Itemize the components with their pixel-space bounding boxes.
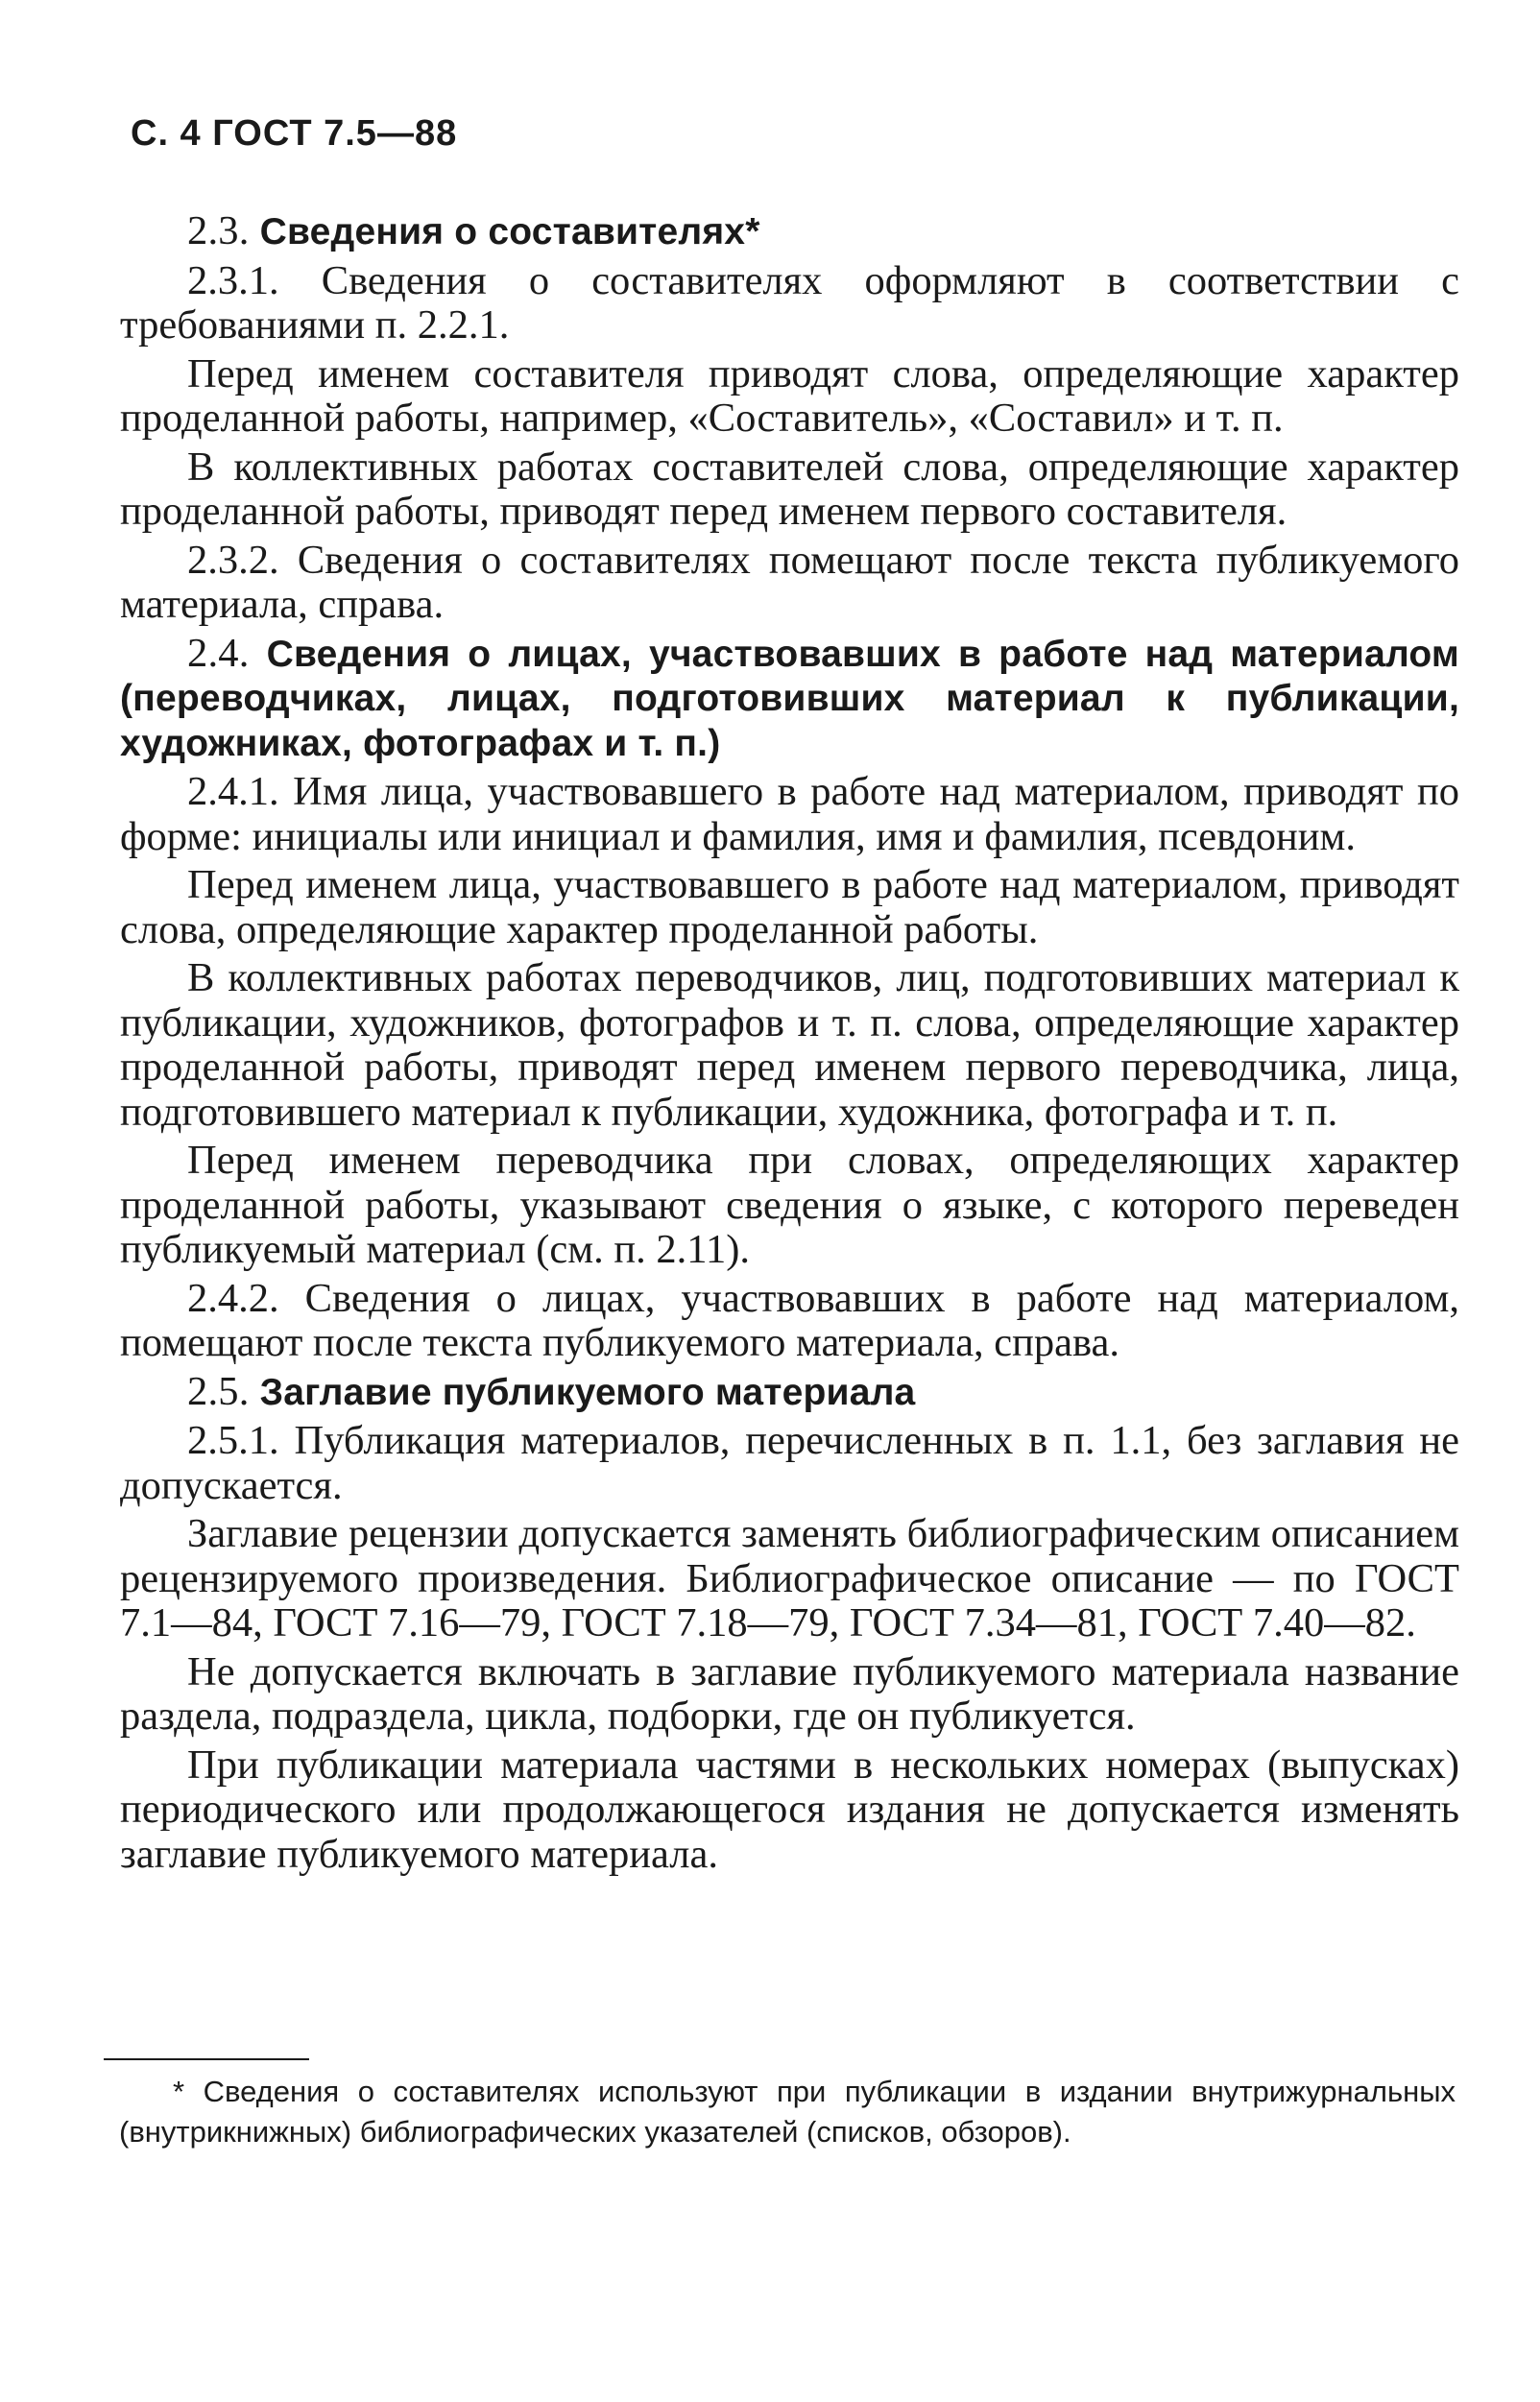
paragraph-2-4-1: 2.4.1. Имя лица, участвовавшего в работе над материалом, приводят по форме: инициалы или инициал и фамилия, имя и фамилия, псевдоним. xyxy=(120,769,1459,859)
paragraph-2-4-1-b: Перед именем лица, участвовавшего в работе над материалом, приводят слова, определяющие характер проделанной работы. xyxy=(120,862,1459,952)
paragraph-2-4-2: 2.4.2. Сведения о лицах, участвовавших в работе над материалом, помещают после текста публикуемого материала, справа. xyxy=(120,1275,1459,1365)
section-heading-2-3 xyxy=(120,209,1459,255)
paragraph-2-5-1-c: Не допускается включать в заглавие публикуемого материала название раздела, подраздела, цикла, подборки, где он публикуется. xyxy=(120,1648,1459,1739)
paragraph-2-5-1-d: При публикации материала частями в нескольких номерах (выпусках) периодического или продолжающегося издания не допускается изменять заглавие публикуемого материала. xyxy=(120,1741,1459,1877)
footnote: * Сведения о составителях используют при публикации в издании внутрижурнальных (внутрикнижных) библиографических указателей (списков, обзоров). xyxy=(119,2075,1456,2149)
section-number: 2.3. xyxy=(187,208,250,253)
paragraph-2-5-1-b: Заглавие рецензии допускается заменять библиографическим описанием рецензируемого произведения. Библиографическое описание — по ГОСТ 7.1—84, ГОСТ 7.16—79, ГОСТ 7.18—79, ГОСТ 7.34—81, ГОСТ 7.40—82. xyxy=(120,1511,1459,1645)
section-heading-2-4 xyxy=(120,632,1459,767)
section-heading-2-5 xyxy=(120,1370,1459,1416)
body-text xyxy=(120,209,1459,1881)
paragraph-2-3-2: 2.3.2. Сведения о составителях помещают после текста публикуемого материала, справа. xyxy=(120,537,1459,627)
paragraph-2-3-1-b: Перед именем составителя приводят слова, определяющие характер проделанной работы, например, «Составитель», «Составил» и т. п. xyxy=(120,350,1459,441)
paragraph-2-4-1-c: В коллективных работах переводчиков, лиц, подготовивших материал к публикации, художников, фотографов и т. п. слова, определяющие характер проделанной работы, приводят перед именем первого переводчика, лица, подготовившего материал к публикации, художника, фотографа и т. п. xyxy=(120,955,1459,1135)
section-title: Заглавие публикуемого материала xyxy=(259,1371,916,1413)
footnote-divider xyxy=(104,2058,309,2060)
paragraph-2-5-1: 2.5.1. Публикация материалов, перечисленных в п. 1.1, без заглавия не допускается. xyxy=(120,1418,1459,1508)
paragraph-2-3-1-c: В коллективных работах составителей слова, определяющие характер проделанной работы, приводят перед именем первого составителя. xyxy=(120,444,1459,534)
running-head: С. 4 ГОСТ 7.5—88 xyxy=(131,113,458,154)
paragraph-2-4-1-d: Перед именем переводчика при словах, определяющих характер проделанной работы, указывают сведения о языке, с которого переведен публикуемый материал (см. п. 2.11). xyxy=(120,1138,1459,1272)
paragraph-2-3-1: 2.3.1. Сведения о составителях оформляют в соответствии с требованиями п. 2.2.1. xyxy=(120,257,1459,348)
section-title: Сведения о лицах, участвовавших в работе над материалом (переводчиках, лицах, подготовивших материал к публикации, художниках, фотографах и т. п.) xyxy=(120,633,1459,764)
section-number: 2.5. xyxy=(187,1368,250,1414)
section-number: 2.4. xyxy=(187,630,250,676)
section-title: Сведения о составителях* xyxy=(259,211,760,252)
